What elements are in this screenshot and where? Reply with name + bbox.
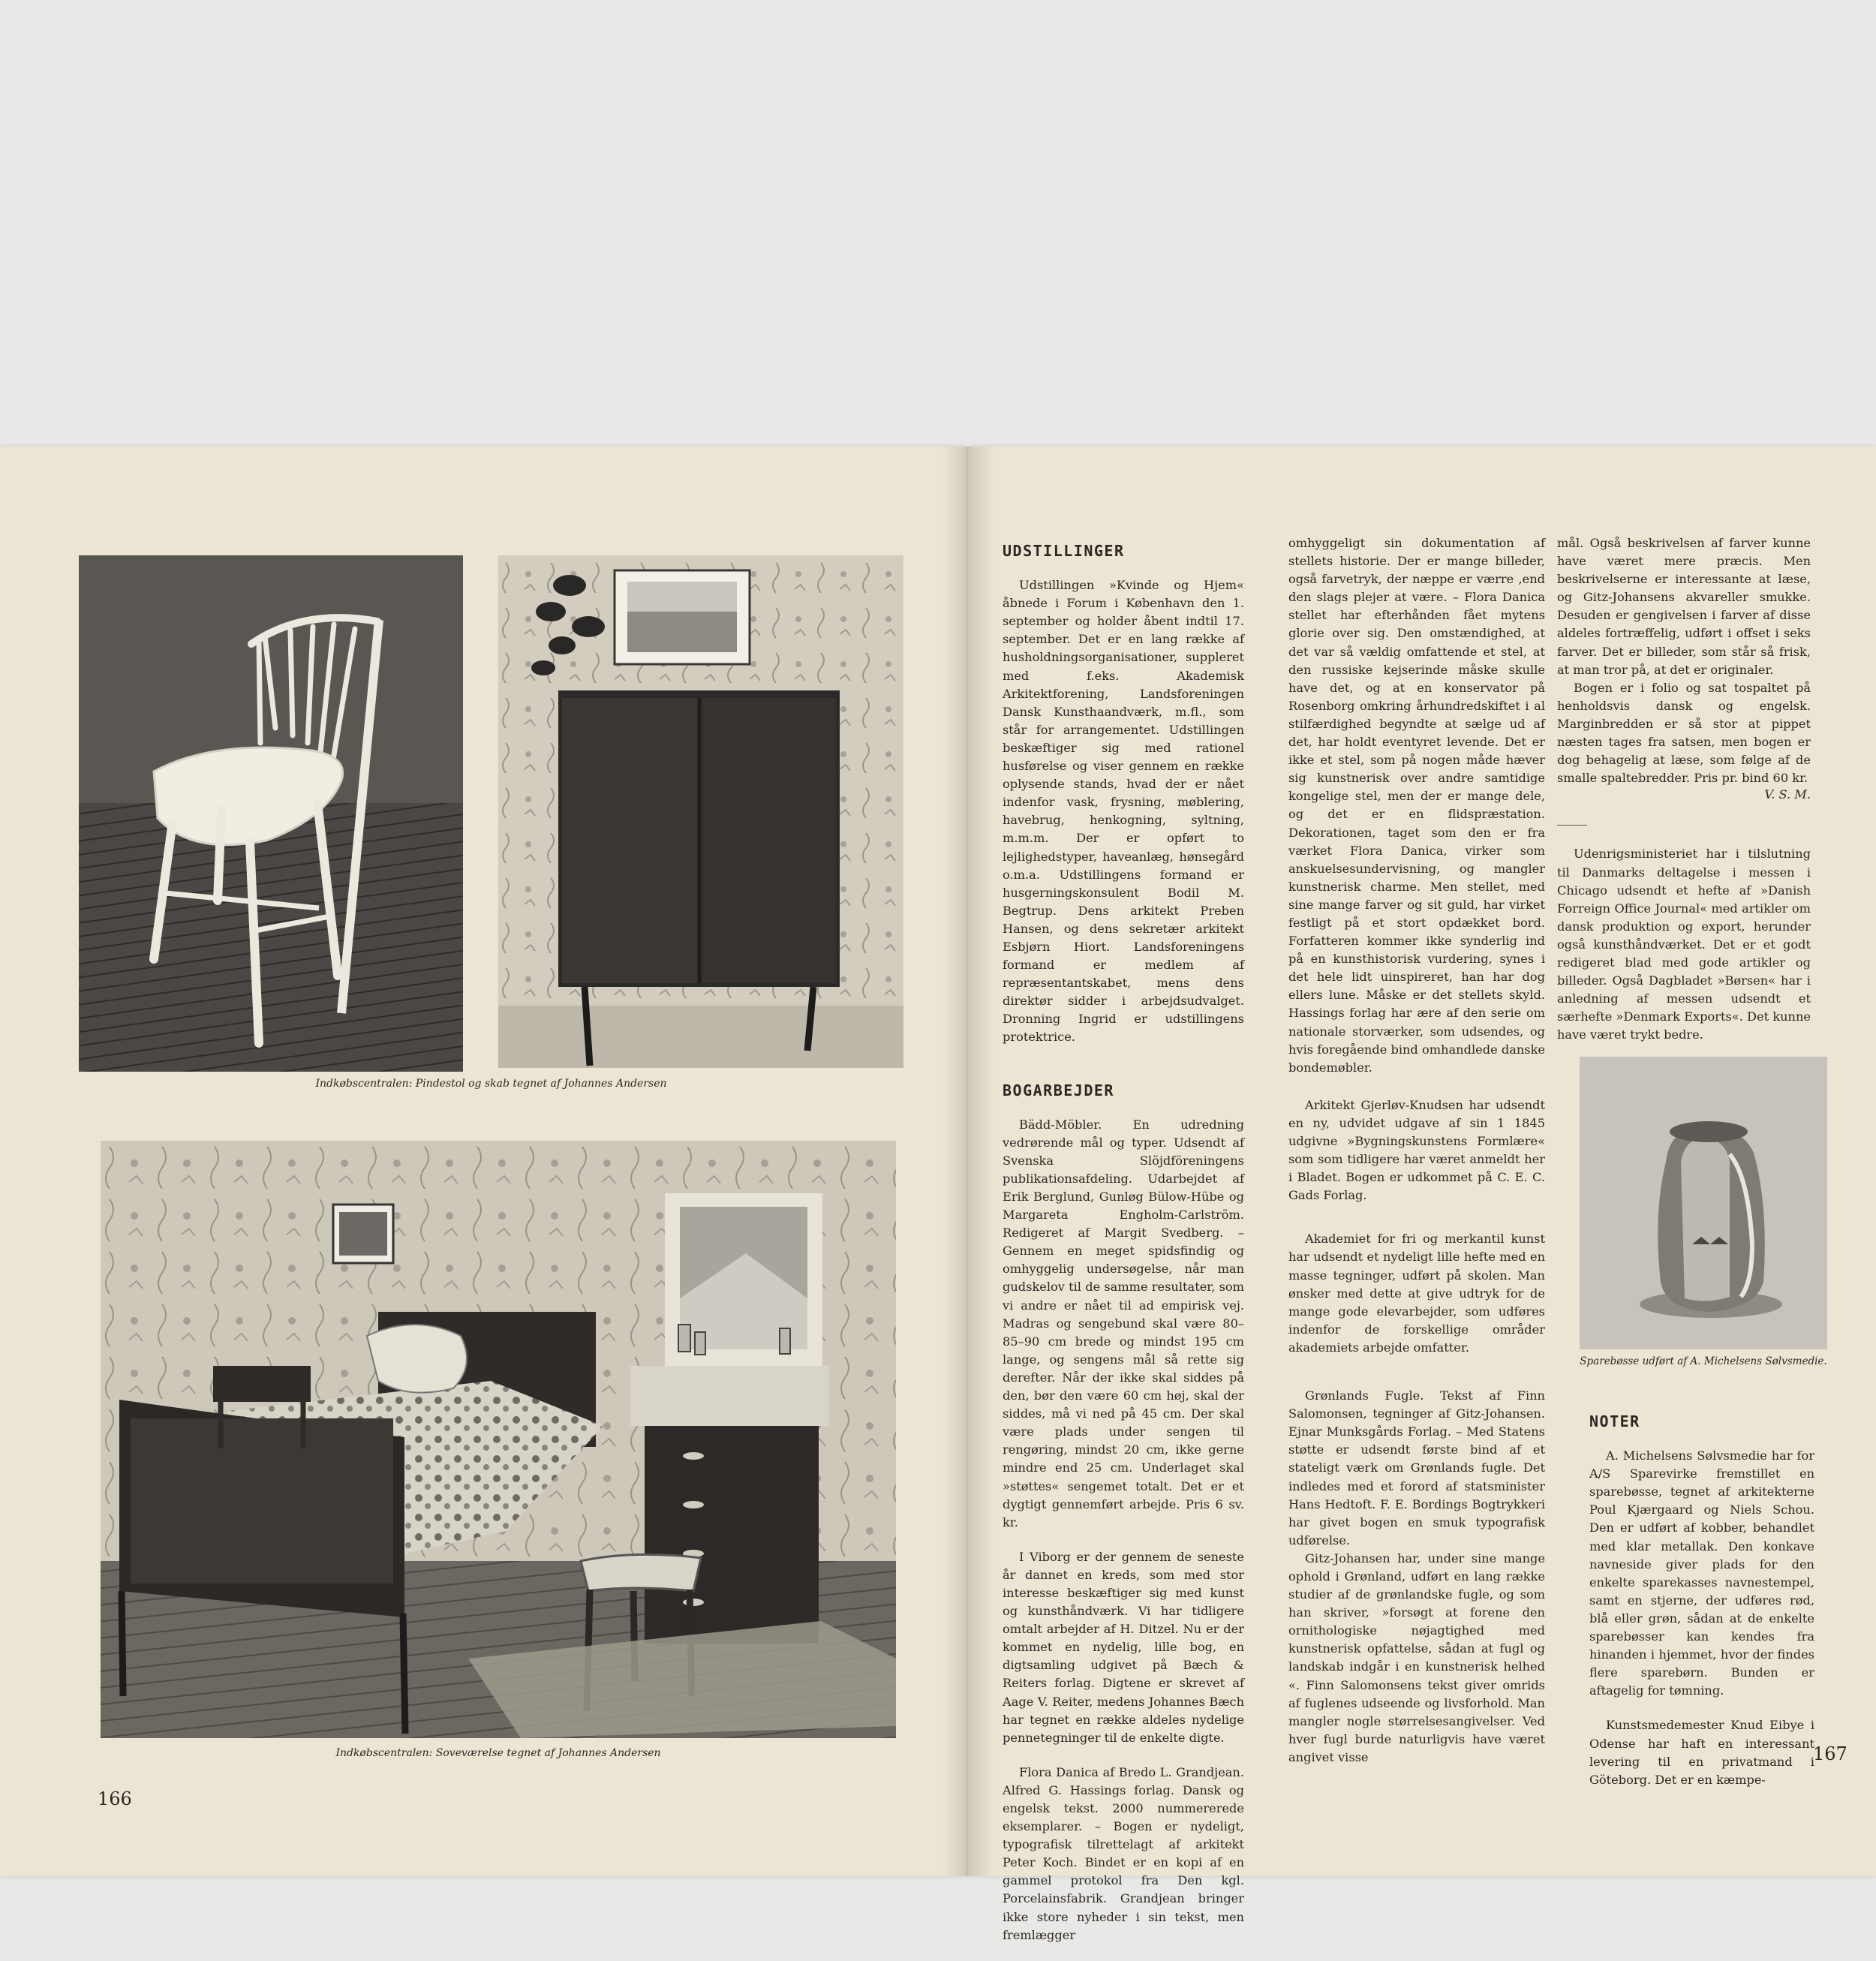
column-3 xyxy=(1557,534,1811,1060)
photo-bedroom xyxy=(101,1141,896,1738)
caption-chair-cabinet: Indkøbscentralen: Pindestol og skab tegnet af Johannes Andersen xyxy=(315,1078,667,1090)
paragraph-udstillinger: Udstillingen »Kvinde og Hjem« åbnede i Forum i København den 1. september og holder åbent indtil 17. september. Det er en lang række af husholdningsorganisationer, suppleret med f.eks. Akademisk Arkitektforening, Landsforeningen Dansk Kunsthaandværk, m.fl., som står for arrangementet. Udstillingen beskæftiger sig med rationel husførelse og viser gennem en række oplysende stands, hvad der er nået indenfor vask, frysning, møblering, havebrug, henkogning, syltning, m.m.m. Der er opført to lejlighedstyper, haveanlæg, hønsegård o.m.a. Udstillingens formand er husgerningskonsulent Bodil M. Begtrup. Dens arkitekt Preben Hansen, og dens sekretær arkitekt Esbjørn Hiort. Landsforeningens formand er medlem af repræsentantskabet, mens dens direktør sidder i arbejdsudvalget. Dronning Ingrid er udstillingens protektrice. xyxy=(1003,578,1244,1045)
column-3-lower xyxy=(1589,1412,1814,1806)
photo-chair xyxy=(79,555,463,1072)
signature: V. S. M. xyxy=(1764,787,1811,802)
paragraph-gitz-johansen: Gitz-Johansen har, under sine mange ophold i Grønland, udført en lang række studier af de grønlandske fugle, og som han skriver, »forsøgt at forene den ornithologiske nøjagtighed med kunstnerisk opfattelse, sådan at fugl og landskab indgår i en kunstnerisk helhed «. Finn Salomonsens tekst giver omrids af fuglenes udseende og livsforhold. Man mangler nogle størrelsesangivelser. Ved hver fugl burde naturligvis have været angivet visse xyxy=(1288,1550,1545,1764)
page-number-right: 167 xyxy=(1813,1743,1847,1764)
caption-bedroom: Indkøbscentralen: Soveværelse tegnet af Johannes Andersen xyxy=(335,1747,661,1759)
paragraph-udenrigsministeriet: Udenrigsministeriet har i tilslutning til Danmarks deltagelse i messen i Chicago udsendt et hefte af »Danish Forreign Office Journal« med artikler om dansk produktion og export, herunder også kunsthåndværket. Det er et godt redigeret blad med gode artikler og billeder. Også Dagbladet »Børsen« har i anledning af messen udsendt et særhefte »Denmark Exports«. Det kunne have været trykt bedre. xyxy=(1557,847,1811,1042)
paragraph-flora-danica: Flora Danica af Bredo L. Grandjean. Alfred G. Hassings forlag. Dansk og engelsk tekst. 2000 nummererede eksemplarer. – Bogen er nydeligt, typografisk tilrettelagt af arkitekt Peter Koch. Bindet er en kopi af en gammel protokol fra Den kgl. Porcelainsfabrik. Grandjean bringer ikke store nyheder i sin tekst, men fremlægger xyxy=(1003,1764,1244,1942)
page-gutter xyxy=(942,447,994,1876)
paragraph-akademiet: Akademiet for fri og merkantil kunst har udsendt et nydeligt lille hefte med en masse tegninger, udført på skolen. Man ønsker med dette at give udtryk for de mange gode elevarbejder, som udføres indenfor de forskellige områder akademiets arbejde omfatter. xyxy=(1288,1232,1545,1355)
caption-money-box: Sparebøsse udført af A. Michelsens Sølvsmedie. xyxy=(1580,1355,1827,1367)
column-2 xyxy=(1288,534,1545,1783)
heading-noter: NOTER xyxy=(1589,1412,1640,1430)
photo-cabinet xyxy=(498,555,903,1068)
paragraph-eibye: Kunstsmedemester Knud Eibye i Odense har haft en interessant levering til en privatmand i Göteborg. Det er en kæmpe- xyxy=(1589,1718,1814,1787)
heading-bogarbejder: BOGARBEJDER xyxy=(1003,1081,1114,1099)
paragraph-gjerlov-knudsen: Arkitekt Gjerløv-Knudsen har udsendt en ny, udvidet udgave af sin 1 1845 udgivne »Bygningskunstens Formlære« som som tidligere har været anmeldt her i Bladet. Bogen er udkommet på C. E. C. Gads Forlag. xyxy=(1288,1097,1545,1203)
divider xyxy=(1557,825,1587,826)
photo-money-box xyxy=(1580,1057,1827,1349)
paragraph-badd-mobler: Bädd-Möbler. En udredning vedrørende mål og typer. Udsendt af Svenska Slöjdföreningens publikationsafdeling. Udarbejdet af Erik Berglund, Gunløg Bülow-Hübe og Margareta Engholm-Carlström. Redigeret af Margit Svedberg. – Gennem en meget spidsfindig og omhyggelig undersøgelse, når man gudskelov til de samme resultater, som vi andre er nået til ad empirisk vej. Madras og sengebund skal være 80–85–90 cm brede og mindst 195 cm lange, og sengens mål så rette sig derefter. Når der ikke skal siddes på den, bør den være 60 cm høj, skal der siddes, må vi ned på 45 cm. Der skal være plads under sengen til rengøring, mindst 20 cm, ikke gerne mindre end 25 cm. Underlaget skal »støttes« sengemet totalt. Det er et dygtigt gennemført arbejde. Pris 6 sv. kr. xyxy=(1003,1117,1244,1529)
heading-udstillinger: UDSTILLINGER xyxy=(1003,542,1125,560)
paragraph-viborg: I Viborg er der gennem de seneste år dannet en kreds, som med stor interesse beskæftiger sig med kunst og kunsthåndværk. Vi har tidligere omtalt arbejder af H. Ditzel. Nu er der kommet en nydelig, lille bog, en digtsamling udgivet på Bæch & Reiters forlag. Digtene er skrevet af Aage V. Reiter, medens Johannes Bæch har tegnet en række aldeles nydelige pennetegninger til de enkelte digte. xyxy=(1003,1549,1244,1745)
page-number-left: 166 xyxy=(98,1788,132,1809)
paragraph-bogen: Bogen er i folio og sat tospaltet på henholdsvis dansk og engelsk. Marginbredden er så stor at pippet næsten tages fra satsen, men bogen er dog behagelig at læse, som følge af de smalle spaltebredder. Pris pr. bind 60 kr. xyxy=(1557,680,1811,786)
paragraph-michelsen: A. Michelsens Sølvsmedie har for A/S Sparevirke fremstillet en sparebøsse, tegnet af arkitekterne Poul Kjærgaard og Niels Schou. Den er udført af kobber, behandlet med klar metallak. Den konkave navneside giver plads for den enkelte sparekasses navnestempel, samt en stjerne, der udføres rød, blå eller grøn, sådan at de enkelte sparebøsser kan kendes fra hinanden i hjemmet, hvor der findes flere sparebørn. Bunden er aftagelig for tømning. xyxy=(1589,1448,1814,1698)
paragraph-flora-danica-cont: omhyggeligt sin dokumentation af stellets historie. Der er mange billeder, også farvetryk, der næppe er værre ,end den slags plejer at være. – Flora Danica stellet har efterhånden fået mytens glorie over sig. Den omstændighed, at det var så vældig omfattende et stel, at den russiske kejserinde måske skulle have det, og at en konservator på Rosenborg omkring århundredskiftet i al stilfærdighed begyndte at sælge ud af det, har holdt eventyret levende. Det er ikke et stel, som på nogen måde hæver sig kunstnerisk over andre samtidige kongelige stel, men der er mange dele, og det er en flidspræstation. Dekorationen, taget som den er fra værket Flora Danica, virker som anskuelsesundervisning, og mangler kunstnerisk charme. Men stellet, med sine mange farver og sit guld, har virket festligt på et stort opdækket bord. Forfatteren kommer ikke synderlig ind på en kunsthistorisk vurdering, synes i det hele lidt uinspireret, han har dog ellers lune. Måske er det stellets skyld. Hassings forlag har ære af den serie om nationale storværker, som udsendes, og hvis foregående bind omhandlede danske bondemøbler. xyxy=(1288,536,1545,1075)
paragraph-gitz-johansen-cont: mål. Også beskrivelsen af farver kunne have været mere præcis. Men beskrivelserne er interessante at læse, og Gitz-Johansens akvareller smukke. Desuden er gengivelsen i farver af disse aldeles fortræffelig, udført i offset i seks farver. Det er billeder, som står så frisk, at man tror på, at det er originaler. xyxy=(1557,536,1811,677)
paragraph-gronlands-fugle: Grønlands Fugle. Tekst af Finn Salomonsen, tegninger af Gitz-Johansen. Ejnar Munksgårds Forlag. – Med Statens støtte er udsendt første bind af et stateligt værk om Grønlands fugle. Det indledes med et forord af statsminister Hans Hedtoft. F. E. Bordings Bogtrykkeri har givet bogen en smuk typografisk udførelse. xyxy=(1288,1388,1545,1547)
column-1 xyxy=(1003,542,1244,1961)
